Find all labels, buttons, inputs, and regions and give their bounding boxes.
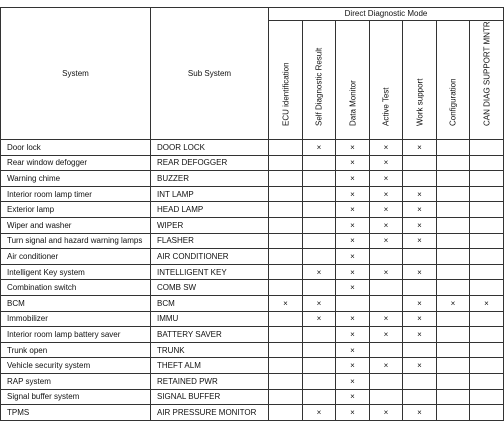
- mode-support-cell: [303, 280, 336, 296]
- mode-support-cell: ×: [403, 405, 437, 421]
- mode-support-cell: [269, 373, 303, 389]
- mode-support-cell: [437, 373, 470, 389]
- table-row: [1, 186, 504, 202]
- mode-support-cell: ×: [403, 202, 437, 218]
- table-row: [1, 295, 504, 311]
- sub-system-cell: BCM: [151, 295, 269, 311]
- table-row: [1, 327, 504, 343]
- direct-diagnostic-mode-header: Direct Diagnostic Mode: [269, 8, 504, 21]
- system-cell: TPMS: [1, 405, 151, 421]
- system-cell: Rear window defogger: [1, 155, 151, 171]
- mode-support-cell: ×: [269, 295, 303, 311]
- mode-support-cell: [303, 373, 336, 389]
- mode-support-cell: ×: [370, 155, 403, 171]
- mode-support-cell: ×: [370, 405, 403, 421]
- mode-support-cell: ×: [370, 358, 403, 374]
- mode-support-cell: [437, 171, 470, 187]
- mode-support-cell: ×: [336, 358, 370, 374]
- table-row: [1, 358, 504, 374]
- table-row: [1, 264, 504, 280]
- sub-system-cell: AIR PRESSURE MONITOR: [151, 405, 269, 421]
- mode-support-cell: ×: [403, 311, 437, 327]
- mode-support-cell: [269, 280, 303, 296]
- mode-support-cell: [303, 342, 336, 358]
- mode-support-cell: ×: [336, 327, 370, 343]
- mode-support-cell: [470, 140, 504, 156]
- sub-system-cell: SIGNAL BUFFER: [151, 389, 269, 405]
- sub-system-cell: RETAINED PWR: [151, 373, 269, 389]
- mode-support-cell: [437, 140, 470, 156]
- system-cell: Interior room lamp battery saver: [1, 327, 151, 343]
- mode-support-cell: [470, 389, 504, 405]
- mode-support-cell: [470, 186, 504, 202]
- sub-system-cell: HEAD LAMP: [151, 202, 269, 218]
- mode-support-cell: ×: [303, 311, 336, 327]
- mode-header-label: Work support: [415, 78, 424, 126]
- mode-support-cell: [403, 155, 437, 171]
- mode-support-cell: [437, 186, 470, 202]
- mode-support-cell: [269, 186, 303, 202]
- system-cell: Immobilizer: [1, 311, 151, 327]
- mode-support-cell: [437, 389, 470, 405]
- mode-support-cell: [269, 155, 303, 171]
- sub-system-column-header: Sub System: [151, 8, 269, 140]
- sub-system-cell: INT LAMP: [151, 186, 269, 202]
- mode-support-cell: [303, 327, 336, 343]
- mode-support-cell: [437, 233, 470, 249]
- mode-support-cell: [269, 358, 303, 374]
- system-cell: Turn signal and hazard warning lamps: [1, 233, 151, 249]
- sub-system-cell: BATTERY SAVER: [151, 327, 269, 343]
- mode-support-cell: ×: [403, 186, 437, 202]
- mode-support-cell: ×: [403, 217, 437, 233]
- mode-support-cell: ×: [403, 264, 437, 280]
- mode-header-label: Self Diagnostic Result: [314, 47, 324, 126]
- mode-support-cell: [437, 327, 470, 343]
- mode-support-cell: [470, 264, 504, 280]
- system-cell: Signal buffer system: [1, 389, 151, 405]
- mode-support-cell: ×: [303, 295, 336, 311]
- mode-header-label: Configuration: [448, 78, 458, 126]
- system-cell: Air conditioner: [1, 249, 151, 265]
- mode-support-cell: ×: [336, 202, 370, 218]
- mode-support-cell: [303, 358, 336, 374]
- mode-support-cell: [437, 202, 470, 218]
- mode-header-label: ECU identification: [281, 62, 290, 126]
- sub-system-cell: THEFT ALM: [151, 358, 269, 374]
- mode-support-cell: [470, 280, 504, 296]
- table-row: [1, 140, 504, 156]
- mode-support-cell: ×: [303, 140, 336, 156]
- mode-support-cell: [437, 217, 470, 233]
- mode-support-cell: [370, 295, 403, 311]
- sub-system-cell: WIPER: [151, 217, 269, 233]
- mode-support-cell: [437, 155, 470, 171]
- table-row: [1, 280, 504, 296]
- mode-support-cell: [470, 217, 504, 233]
- mode-support-cell: [403, 389, 437, 405]
- mode-header-1: [303, 21, 336, 140]
- mode-support-cell: [470, 342, 504, 358]
- mode-header-6: [470, 21, 504, 140]
- sub-system-cell: REAR DEFOGGER: [151, 155, 269, 171]
- mode-support-cell: ×: [403, 358, 437, 374]
- sub-system-cell: TRUNK: [151, 342, 269, 358]
- mode-support-cell: [403, 373, 437, 389]
- mode-header-5: [437, 21, 470, 140]
- mode-support-cell: [470, 405, 504, 421]
- mode-support-cell: ×: [336, 249, 370, 265]
- mode-support-cell: [403, 280, 437, 296]
- mode-header-3: [370, 21, 403, 140]
- mode-support-cell: ×: [303, 405, 336, 421]
- mode-support-cell: [269, 264, 303, 280]
- mode-support-cell: ×: [336, 171, 370, 187]
- mode-support-cell: ×: [336, 264, 370, 280]
- table-row: [1, 342, 504, 358]
- mode-support-cell: [437, 358, 470, 374]
- mode-support-cell: ×: [403, 295, 437, 311]
- mode-support-cell: [303, 233, 336, 249]
- mode-header-0: [269, 21, 303, 140]
- sub-system-cell: INTELLIGENT KEY: [151, 264, 269, 280]
- mode-support-cell: ×: [303, 264, 336, 280]
- mode-support-cell: [403, 171, 437, 187]
- mode-support-cell: ×: [336, 389, 370, 405]
- mode-support-cell: [336, 295, 370, 311]
- diagnostic-mode-table: [0, 7, 504, 421]
- mode-support-cell: [403, 342, 437, 358]
- mode-support-cell: [269, 233, 303, 249]
- mode-support-cell: [470, 202, 504, 218]
- system-cell: Trunk open: [1, 342, 151, 358]
- mode-support-cell: [269, 249, 303, 265]
- system-cell: Vehicle security system: [1, 358, 151, 374]
- table-row: [1, 217, 504, 233]
- mode-support-cell: [437, 405, 470, 421]
- mode-header-label: Active Test: [381, 87, 391, 126]
- mode-support-cell: ×: [336, 280, 370, 296]
- mode-support-cell: ×: [336, 186, 370, 202]
- system-cell: Wiper and washer: [1, 217, 151, 233]
- mode-header-4: [403, 21, 437, 140]
- system-cell: Warning chime: [1, 171, 151, 187]
- table-row: [1, 405, 504, 421]
- mode-support-cell: ×: [370, 171, 403, 187]
- mode-header-2: [336, 21, 370, 140]
- mode-support-cell: [269, 342, 303, 358]
- table-row: [1, 373, 504, 389]
- mode-support-cell: [370, 280, 403, 296]
- mode-support-cell: ×: [370, 186, 403, 202]
- system-cell: Door lock: [1, 140, 151, 156]
- table-row: [1, 249, 504, 265]
- mode-support-cell: [269, 327, 303, 343]
- table-row: [1, 311, 504, 327]
- mode-support-cell: [437, 311, 470, 327]
- system-cell: Combination switch: [1, 280, 151, 296]
- mode-support-cell: [470, 327, 504, 343]
- table-row: [1, 202, 504, 218]
- mode-support-cell: [470, 233, 504, 249]
- mode-support-cell: [269, 405, 303, 421]
- mode-support-cell: ×: [470, 295, 504, 311]
- mode-support-cell: [269, 389, 303, 405]
- mode-support-cell: ×: [370, 311, 403, 327]
- mode-support-cell: ×: [403, 140, 437, 156]
- mode-support-cell: [437, 249, 470, 265]
- mode-support-cell: ×: [336, 217, 370, 233]
- mode-support-cell: ×: [403, 233, 437, 249]
- mode-support-cell: ×: [370, 233, 403, 249]
- mode-support-cell: [269, 202, 303, 218]
- mode-support-cell: [370, 249, 403, 265]
- mode-support-cell: [303, 186, 336, 202]
- mode-support-cell: [303, 202, 336, 218]
- mode-support-cell: [437, 280, 470, 296]
- table-row: [1, 389, 504, 405]
- mode-support-cell: [303, 389, 336, 405]
- mode-support-cell: [470, 373, 504, 389]
- mode-support-cell: ×: [336, 233, 370, 249]
- mode-support-cell: [437, 342, 470, 358]
- sub-system-cell: DOOR LOCK: [151, 140, 269, 156]
- mode-support-cell: [370, 389, 403, 405]
- mode-header-label: Data Monitor: [348, 80, 357, 126]
- mode-support-cell: [470, 155, 504, 171]
- mode-header-label: CAN DIAG SUPPORT MNTR: [482, 21, 492, 126]
- mode-support-cell: [403, 249, 437, 265]
- table-row: [1, 155, 504, 171]
- system-cell: Interior room lamp timer: [1, 186, 151, 202]
- table-row: [1, 171, 504, 187]
- mode-support-cell: [269, 140, 303, 156]
- mode-support-cell: [470, 358, 504, 374]
- mode-support-cell: ×: [336, 311, 370, 327]
- sub-system-cell: BUZZER: [151, 171, 269, 187]
- mode-support-cell: ×: [370, 202, 403, 218]
- system-column-header: System: [1, 8, 151, 140]
- mode-support-cell: ×: [403, 327, 437, 343]
- mode-support-cell: [470, 171, 504, 187]
- mode-support-cell: ×: [437, 295, 470, 311]
- sub-system-cell: AIR CONDITIONER: [151, 249, 269, 265]
- mode-support-cell: [303, 249, 336, 265]
- system-cell: Exterior lamp: [1, 202, 151, 218]
- mode-support-cell: [470, 311, 504, 327]
- mode-support-cell: [437, 264, 470, 280]
- mode-support-cell: ×: [336, 140, 370, 156]
- system-cell: Intelligent Key system: [1, 264, 151, 280]
- mode-support-cell: ×: [336, 405, 370, 421]
- mode-support-cell: [269, 311, 303, 327]
- mode-support-cell: ×: [336, 155, 370, 171]
- sub-system-cell: FLASHER: [151, 233, 269, 249]
- mode-support-cell: ×: [370, 217, 403, 233]
- mode-support-cell: ×: [370, 264, 403, 280]
- mode-support-cell: [303, 155, 336, 171]
- mode-support-cell: ×: [370, 327, 403, 343]
- mode-support-cell: ×: [336, 342, 370, 358]
- system-cell: RAP system: [1, 373, 151, 389]
- mode-support-cell: [269, 171, 303, 187]
- mode-support-cell: [370, 373, 403, 389]
- mode-support-cell: [470, 249, 504, 265]
- mode-support-cell: [370, 342, 403, 358]
- sub-system-cell: COMB SW: [151, 280, 269, 296]
- mode-support-cell: [303, 217, 336, 233]
- mode-support-cell: ×: [370, 140, 403, 156]
- mode-support-cell: [269, 217, 303, 233]
- mode-support-cell: ×: [336, 373, 370, 389]
- sub-system-cell: IMMU: [151, 311, 269, 327]
- table-row: [1, 233, 504, 249]
- system-cell: BCM: [1, 295, 151, 311]
- mode-support-cell: [303, 171, 336, 187]
